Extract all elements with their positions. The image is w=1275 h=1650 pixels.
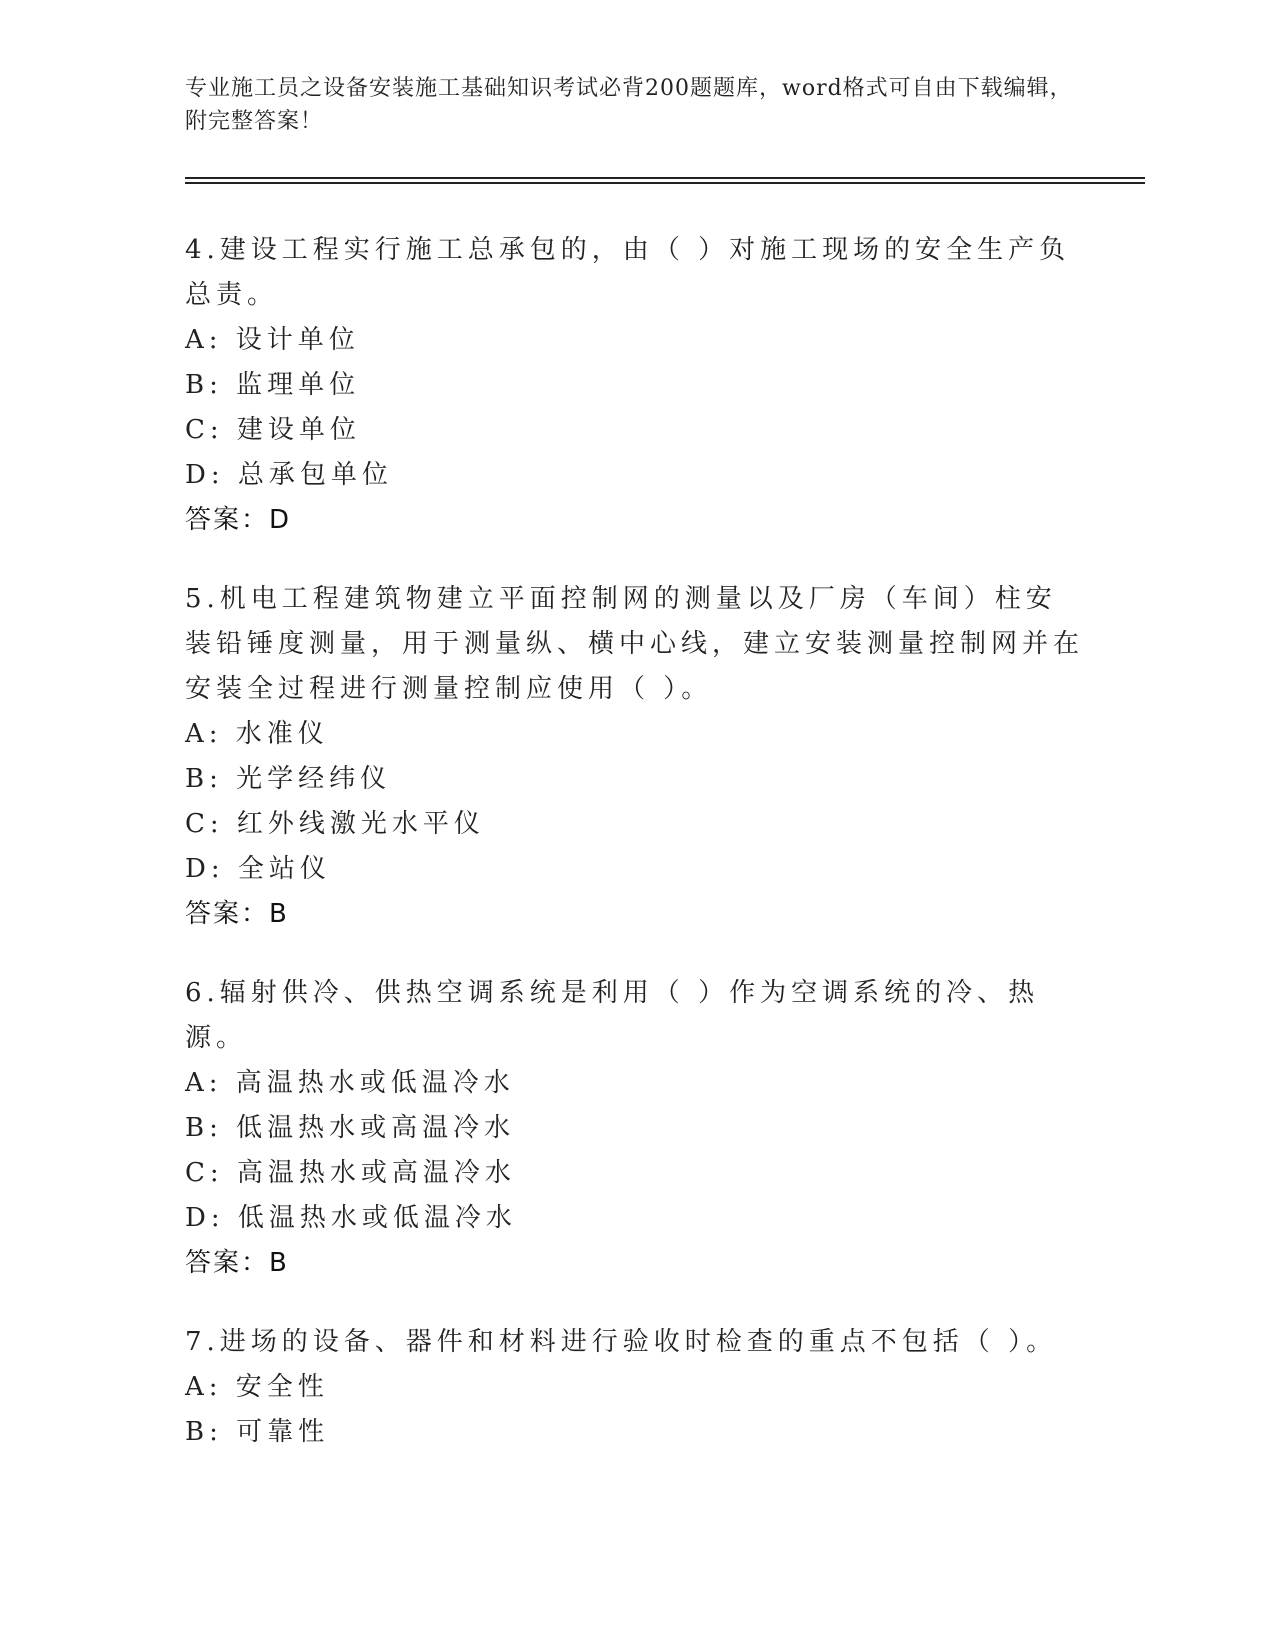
option-c: C: 红外线激光水平仪 [185, 809, 485, 839]
answer-line: 答案：D [185, 505, 292, 535]
header-rule-top [185, 177, 1145, 179]
question-text: 4.建设工程实行施工总承包的，由（ ）对施工现场的安全生产负总责。 [185, 235, 1071, 310]
option-d: D: 低温热水或低温冷水 [185, 1203, 517, 1233]
answer-line: 答案：B [185, 899, 289, 929]
answer-line: 答案：B [185, 1248, 289, 1278]
option-b: B: 监理单位 [185, 370, 361, 400]
question-7 [185, 1320, 1085, 1455]
document-header: 专业施工员之设备安装施工基础知识考试必背200题题库，word格式可自由下载编辑，附完整答案！ [185, 76, 1073, 134]
question-text: 7.进场的设备、器件和材料进行验收时检查的重点不包括（ ）。 [185, 1327, 1058, 1357]
option-d: D: 全站仪 [185, 854, 331, 884]
option-b: B: 光学经纬仪 [185, 764, 392, 794]
question-text: 5.机电工程建筑物建立平面控制网的测量以及厂房（车间）柱安装铅锤度测量，用于测量纵、横中心线，建立安装测量控制网并在安装全过程进行测量控制应使用（ ）。 [185, 584, 1085, 704]
option-b: B: 可靠性 [185, 1417, 330, 1447]
question-list [185, 228, 1085, 1489]
option-a: A: 水准仪 [185, 719, 329, 749]
option-d: D: 总承包单位 [185, 460, 393, 490]
option-a: A: 安全性 [185, 1372, 329, 1402]
question-text: 6.辐射供冷、供热空调系统是利用（ ）作为空调系统的冷、热源。 [185, 978, 1040, 1053]
question-4 [185, 228, 1085, 543]
header-rule-bottom [185, 182, 1145, 184]
option-b: B: 低温热水或高温冷水 [185, 1113, 516, 1143]
option-c: C: 建设单位 [185, 415, 361, 445]
option-a: A: 高温热水或低温冷水 [185, 1068, 515, 1098]
option-a: A: 设计单位 [185, 325, 360, 355]
question-5 [185, 577, 1085, 937]
question-6 [185, 971, 1085, 1286]
option-c: C: 高温热水或高温冷水 [185, 1158, 516, 1188]
